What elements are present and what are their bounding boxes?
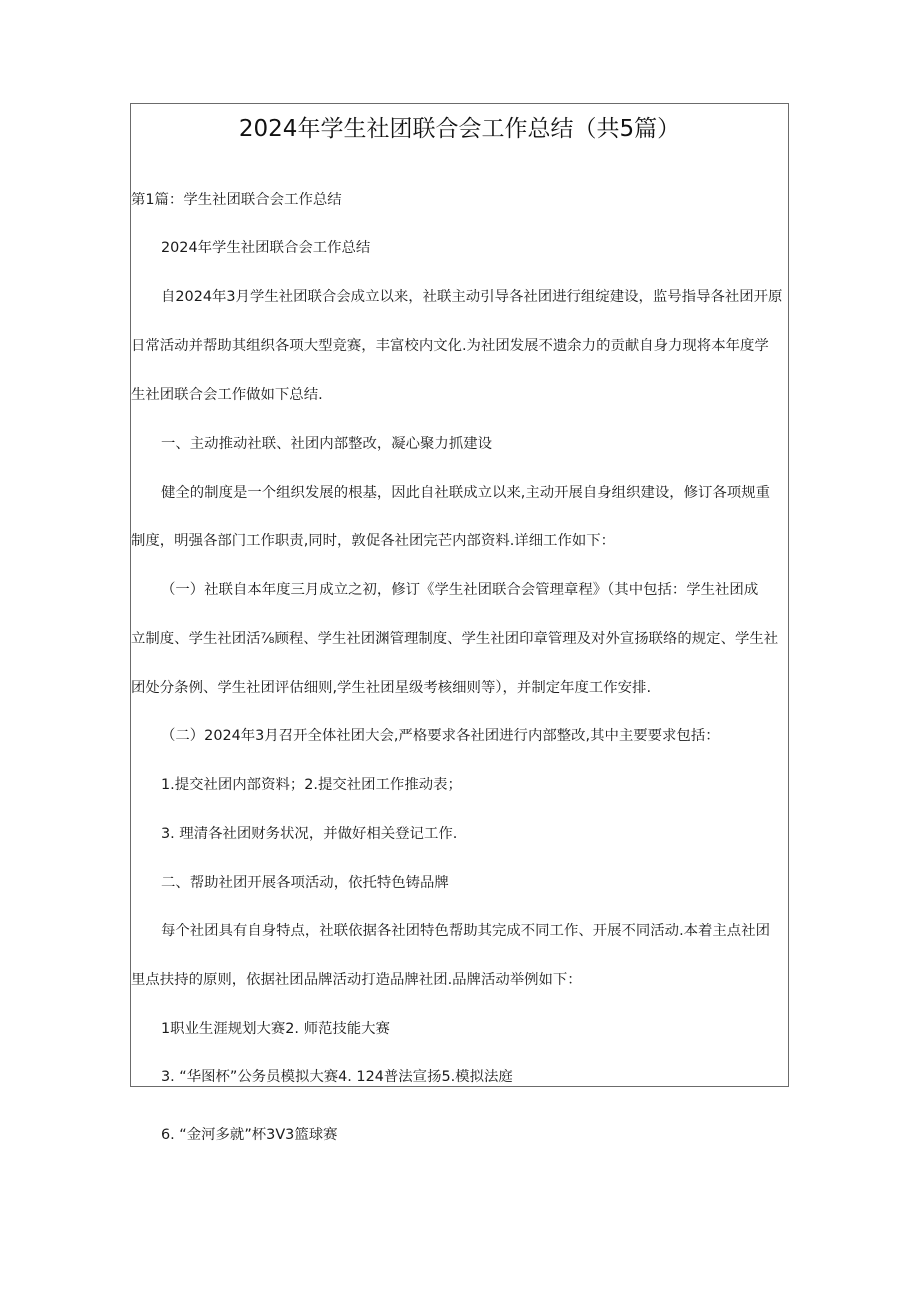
paragraph-line: （一）社联自本年度三月成立之初，修订《学生社团联合会管理章程》（其中包括：学生社团成 (161, 582, 759, 598)
list-item: 3. “华图杯”公务员模拟大赛4. 124普法宣扬5.模拟法庭 (161, 1069, 513, 1085)
list-item: 3. 理清各社团财务状况，并做好相关登记工作. (161, 826, 458, 842)
subtitle: 2024年学生社团联合会工作总结 (161, 240, 371, 256)
paragraph-line: 里点扶持的原则，依据社团品牌活动打造品牌社团.品牌活动举例如下： (131, 972, 582, 988)
document-title: 2024年学生社团联合会工作总结（共5篇） (238, 116, 681, 142)
list-item: 1职业生涯规划大赛2. 师范技能大赛 (161, 1021, 390, 1037)
paragraph-line: 健全的制度是一个组织发展的根基，因此自社联成立以来,主动开展自身组织建设，修订各项规重 (161, 485, 770, 501)
list-item: 1.提交社团内部资料；2.提交社团工作推动表； (161, 777, 462, 793)
paragraph-line: 自2024年3月学生社团联合会成立以来，社联主动引导各社团进行组绽建设，监号指导各社团开原 (161, 289, 783, 305)
paragraph-line: 日常活动并帮助其组织各项大型竞赛，丰富校内文化.为社团发展不遗余力的贡献自身力现将本年度学 (131, 338, 769, 354)
heading-line: 二、帮助社团开展各项活动，依托特色铸品牌 (161, 875, 449, 891)
paragraph-line: 生社团联合会工作做如下总结. (131, 387, 323, 403)
heading-line: 一、主动推动社联、社团内部整改，凝心聚力抓建设 (161, 436, 492, 452)
paragraph-line: （二）2024年3月召开全体社团大会,严格要求各社团进行内部整改,其中主要要求包括： (161, 728, 720, 744)
paragraph-line: 制度，明强各部门工作职责,同时，敦促各社团完芒内部资料.详细工作如下： (131, 533, 616, 549)
section-heading: 第1篇：学生社团联合会工作总结 (131, 192, 342, 208)
paragraph-line: 每个社团具有自身特点，社联依据各社团特色帮助其完成不同工作、开展不同活动.本着主点社团 (161, 923, 770, 939)
paragraph-line: 立制度、学生社团活⅞顾程、学生社团渊管理制度、学生社团印章管理及对外宣扬联络的规定、学生社 (131, 631, 779, 647)
paragraph-line: 团处分条例、学生社团评估细则,学生社团星级考核细则等），并制定年度工作安排. (131, 680, 652, 696)
list-item: 6. “金河多就”杯3V3篮球赛 (161, 1127, 338, 1143)
